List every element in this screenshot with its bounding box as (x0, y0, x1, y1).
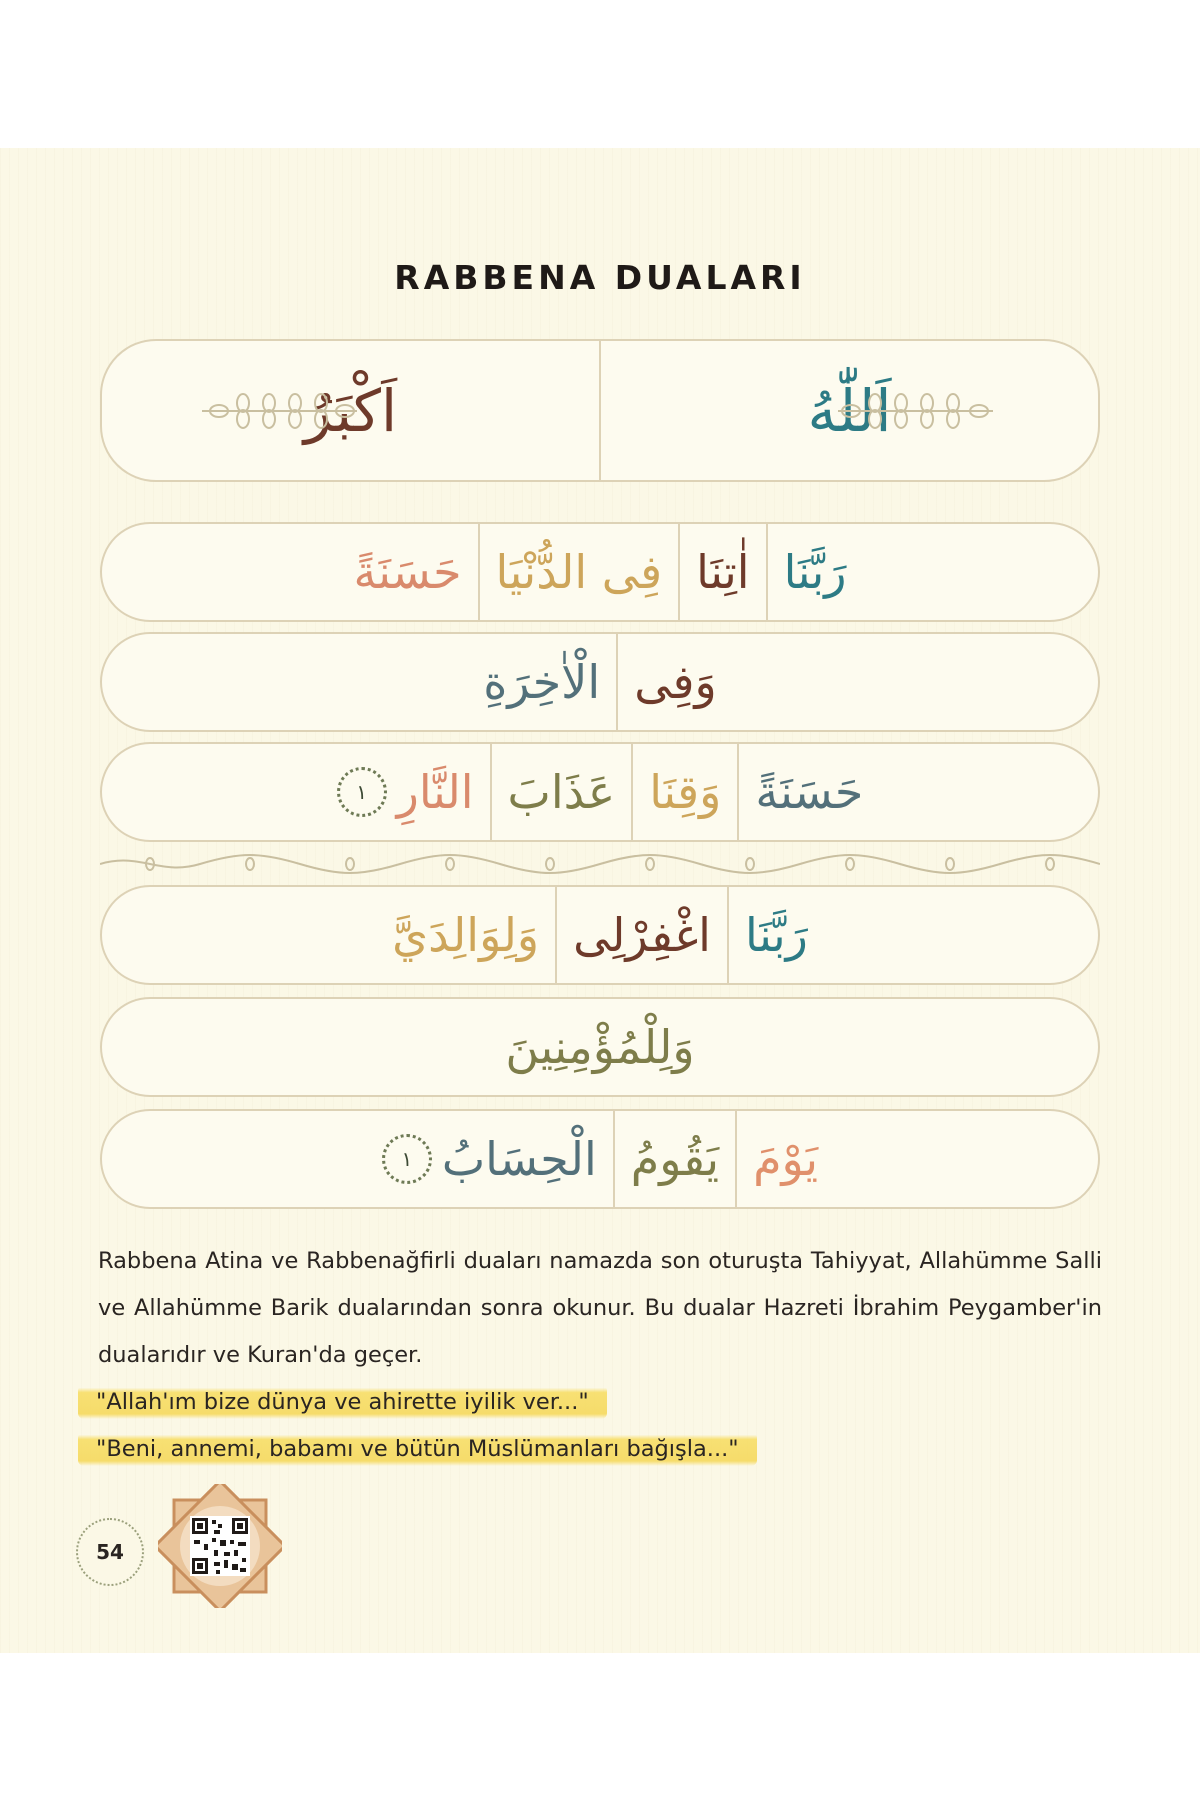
word-cell (680, 524, 767, 620)
arabic-word: الْاٰخِرَةِ (483, 655, 601, 709)
word-cell (557, 887, 729, 983)
word-cell (467, 634, 618, 730)
dua-row-5 (100, 885, 1100, 985)
word-cell (489, 999, 710, 1095)
arabic-word: وَفِى (634, 655, 717, 709)
word-cell (492, 744, 634, 840)
arabic-word: يَقُومُ (630, 1132, 720, 1186)
arabic-word: رَبَّنَا (783, 545, 847, 599)
arabic-word: اَللّٰهُ (807, 376, 892, 445)
dua-row-6 (100, 997, 1100, 1097)
dua-row-2 (100, 522, 1100, 622)
arabic-word: اٰتِنَا (696, 545, 750, 599)
dua-row-1 (100, 339, 1100, 482)
word-cell (768, 524, 863, 620)
ayah-end-marker-icon: ١ (382, 1134, 432, 1184)
arabic-word: اَكْبَرُ (303, 376, 398, 445)
arabic-word: وَقِنَا (649, 765, 722, 819)
leaf-vine-right-icon (833, 387, 998, 435)
word-cell (633, 744, 739, 840)
word-cell (615, 1111, 737, 1207)
word-cell (321, 744, 492, 840)
arabic-word: رَبَّنَا (744, 908, 808, 962)
word-cell (480, 524, 681, 620)
arabic-word: عَذَابَ (507, 765, 616, 819)
arabic-word: اغْفِرْلِى (573, 908, 711, 962)
arabic-word: النَّارِ (396, 765, 474, 819)
word-cell (729, 887, 824, 983)
ayah-end-marker-icon: ١ (337, 767, 387, 817)
arabic-word: الْحِسَابُ (441, 1132, 597, 1186)
description-paragraph: Rabbena Atina ve Rabbenağfirli duaları namazda son oturuşta Tahiyyat, Allahümme Salli ve Allahümme Barik dualarından sonra okunur. Bu dualar Hazreti İbrahim Peygamber'in dualarıdır ve Kuran'da geçer. (98, 1248, 1102, 1368)
page-number: 54 (76, 1518, 144, 1586)
word-cell (337, 524, 479, 620)
arabic-word: فِى الدُّنْيَا (495, 545, 663, 599)
word-cell (737, 1111, 834, 1207)
meaning-highlight-1: "Allah'ım bize dünya ve ahirette iyilik ver..." (78, 1385, 607, 1419)
dua-row-7 (100, 1109, 1100, 1209)
word-cell (366, 1111, 615, 1207)
arabic-word: وَلِلْمُؤْمِنِينَ (505, 1020, 695, 1074)
page-title: RABBENA DUALARI (394, 258, 806, 297)
decorative-divider (100, 852, 1100, 876)
arabic-word: حَسَنَةً (755, 765, 864, 819)
arabic-word: يَوْمَ (753, 1132, 819, 1186)
dua-row-4 (100, 742, 1100, 842)
word-cell (739, 744, 879, 840)
leaf-vine-left-icon (197, 387, 362, 435)
qr-code-icon[interactable] (158, 1484, 282, 1608)
word-cell (376, 887, 557, 983)
dua-row-3 (100, 632, 1100, 732)
meaning-highlight-2: "Beni, annemi, babamı ve bütün Müslümanları bağışla..." (78, 1432, 757, 1466)
arabic-word: وَلِوَالِدَيَّ (392, 908, 540, 962)
word-cell (618, 634, 733, 730)
arabic-word: حَسَنَةً (353, 545, 462, 599)
